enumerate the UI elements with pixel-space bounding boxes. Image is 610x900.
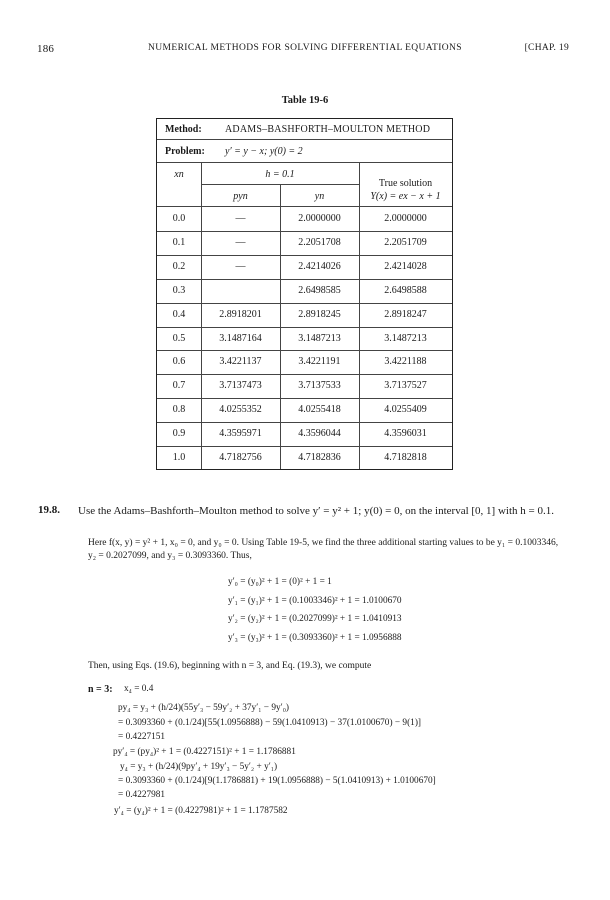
then-text: Then, using Eqs. (19.6), beginning with n = 3, and Eq. (19.3), we compute	[88, 661, 372, 671]
cell-py: —	[235, 213, 246, 224]
problem-label: Problem:	[165, 146, 205, 157]
start-equation: y′₁ = (y₁)² + 1 = (0.1003346)² + 1 = 1.0100670	[228, 595, 402, 606]
cell-py: 3.7137473	[219, 380, 262, 392]
row-divider	[157, 303, 452, 304]
cell-true: 2.4214028	[384, 260, 427, 272]
col-header-y: yn	[314, 191, 325, 202]
method-value: ADAMS–BASHFORTH–MOULTON METHOD	[225, 124, 431, 135]
problem-intro: Here f(x, y) = y² + 1, x₀ = 0, and y₀ = 0. Using Table 19-5, we find the three additional starting values to be y₁ = 0.1003346, y₂ = 0.2027099, and y₃ = 0.3093360. Thus,	[88, 538, 559, 561]
cell-py: —	[235, 260, 246, 272]
computation-line: = 0.3093360 + (0.1/24)[9(1.1786881) + 19(1.0956888) − 5(1.0410913) + 1.0100670]	[118, 776, 436, 786]
computation-line: py₄ = y₃ + (h/24)(55y′₃ − 59y′₂ + 37y′₁ − 9y′₀)	[118, 703, 290, 713]
cell-y: 2.8918245	[298, 308, 341, 320]
cell-x: 1.0	[172, 452, 186, 463]
cell-x: 0.9	[172, 428, 186, 440]
table-title: Table 19-6	[281, 95, 329, 106]
page-number: 186	[37, 43, 55, 55]
computation-line: = 0.4227981	[118, 790, 166, 800]
cell-x: 0.7	[172, 380, 186, 392]
col-header-h: h = 0.1	[265, 169, 295, 180]
cell-py: 3.1487164	[219, 332, 262, 344]
cell-y: 3.1487213	[298, 332, 341, 344]
col-header-py: pyn	[233, 191, 248, 202]
problem-number: 19.8.	[38, 504, 60, 516]
row-divider	[157, 422, 452, 423]
col-header-true-1: True solution	[378, 178, 433, 189]
cell-y: 2.0000000	[298, 213, 341, 224]
cell-y: 4.0255418	[298, 404, 341, 416]
problem-statement: Use the Adams–Bashforth–Moulton method to solve y′ = y² + 1; y(0) = 0, on the interval [0, 1] with h = 0.1.	[78, 505, 554, 517]
row-divider	[157, 350, 452, 351]
cell-y: 2.4214026	[298, 260, 341, 272]
row-divider	[157, 327, 452, 328]
cell-x: 0.3	[172, 284, 186, 296]
cell-true: 4.0255409	[384, 404, 427, 416]
computation-line: y₄ = y₃ + (h/24)(9py′₄ + 19y′₃ − 5y′₂ + y′₁)	[120, 762, 278, 772]
cell-x: 0.4	[172, 308, 186, 320]
problem-value: y′ = y − x; y(0) = 2	[225, 146, 303, 157]
cell-true: 2.2051709	[384, 236, 427, 248]
row-divider	[157, 255, 452, 256]
row-divider	[157, 279, 452, 280]
cell-py: 4.3595971	[219, 428, 262, 440]
cell-true: 2.6498588	[384, 284, 427, 296]
cell-y: 4.7182836	[298, 452, 341, 463]
cell-true: 3.1487213	[384, 332, 427, 344]
computation-line: = 0.3093360 + (0.1/24)[55(1.0956888) − 59(1.0410913) − 37(1.0100670) − 9(1)]	[118, 718, 422, 728]
cell-true: 3.7137527	[384, 380, 427, 392]
cell-x: 0.5	[172, 332, 186, 344]
start-equation: y′₂ = (y₂)² + 1 = (0.2027099)² + 1 = 1.0410913	[228, 614, 402, 624]
row-divider	[157, 446, 452, 447]
cell-py: 4.0255352	[219, 404, 262, 416]
computation-line: py′₄ = (py₄)² + 1 = (0.4227151)² + 1 = 1.1786881	[113, 747, 296, 757]
computation-line: = 0.4227151	[118, 732, 166, 742]
cell-py: 4.7182756	[219, 452, 262, 463]
cell-y: 3.4221191	[298, 356, 341, 368]
cell-x: 0.1	[172, 236, 186, 248]
cell-x: 0.2	[172, 260, 186, 272]
cell-true: 3.4221188	[384, 356, 427, 368]
cell-true: 4.7182818	[384, 452, 427, 463]
n-step-label: n = 3:	[88, 684, 113, 695]
cell-true: 2.0000000	[384, 213, 427, 224]
data-table	[156, 118, 453, 470]
cell-y: 2.6498585	[298, 284, 341, 296]
cell-y: 4.3596044	[298, 428, 341, 440]
row-divider	[157, 398, 452, 399]
cell-x: 0.0	[172, 213, 186, 224]
cell-py: —	[235, 236, 246, 248]
cell-y: 3.7137533	[298, 380, 341, 392]
col-header-xn: xn	[174, 169, 184, 180]
cell-true: 4.3596031	[384, 428, 427, 440]
start-equation: y′₀ = (y₀)² + 1 = (0)² + 1 = 1	[228, 577, 332, 587]
cell-true: 2.8918247	[384, 308, 427, 320]
computation-line: y′₄ = (y₄)² + 1 = (0.4227981)² + 1 = 1.1787582	[114, 806, 288, 816]
method-label: Method:	[165, 124, 202, 135]
cell-y: 2.2051708	[298, 236, 341, 248]
cell-py: 2.8918201	[219, 308, 262, 320]
chapter-label: [CHAP. 19	[524, 43, 569, 53]
cell-x: 0.6	[172, 356, 186, 368]
running-title: NUMERICAL METHODS FOR SOLVING DIFFERENTIAL EQUATIONS	[148, 43, 462, 53]
x4-value: x₄ = 0.4	[124, 684, 154, 694]
cell-x: 0.8	[172, 404, 186, 416]
start-equation: y′₃ = (y₃)² + 1 = (0.3093360)² + 1 = 1.0956888	[228, 632, 402, 643]
cell-py: 3.4221137	[219, 356, 262, 368]
row-divider	[157, 374, 452, 375]
col-header-true-2: Y(x) = ex − x + 1	[370, 191, 441, 202]
row-divider	[157, 231, 452, 232]
